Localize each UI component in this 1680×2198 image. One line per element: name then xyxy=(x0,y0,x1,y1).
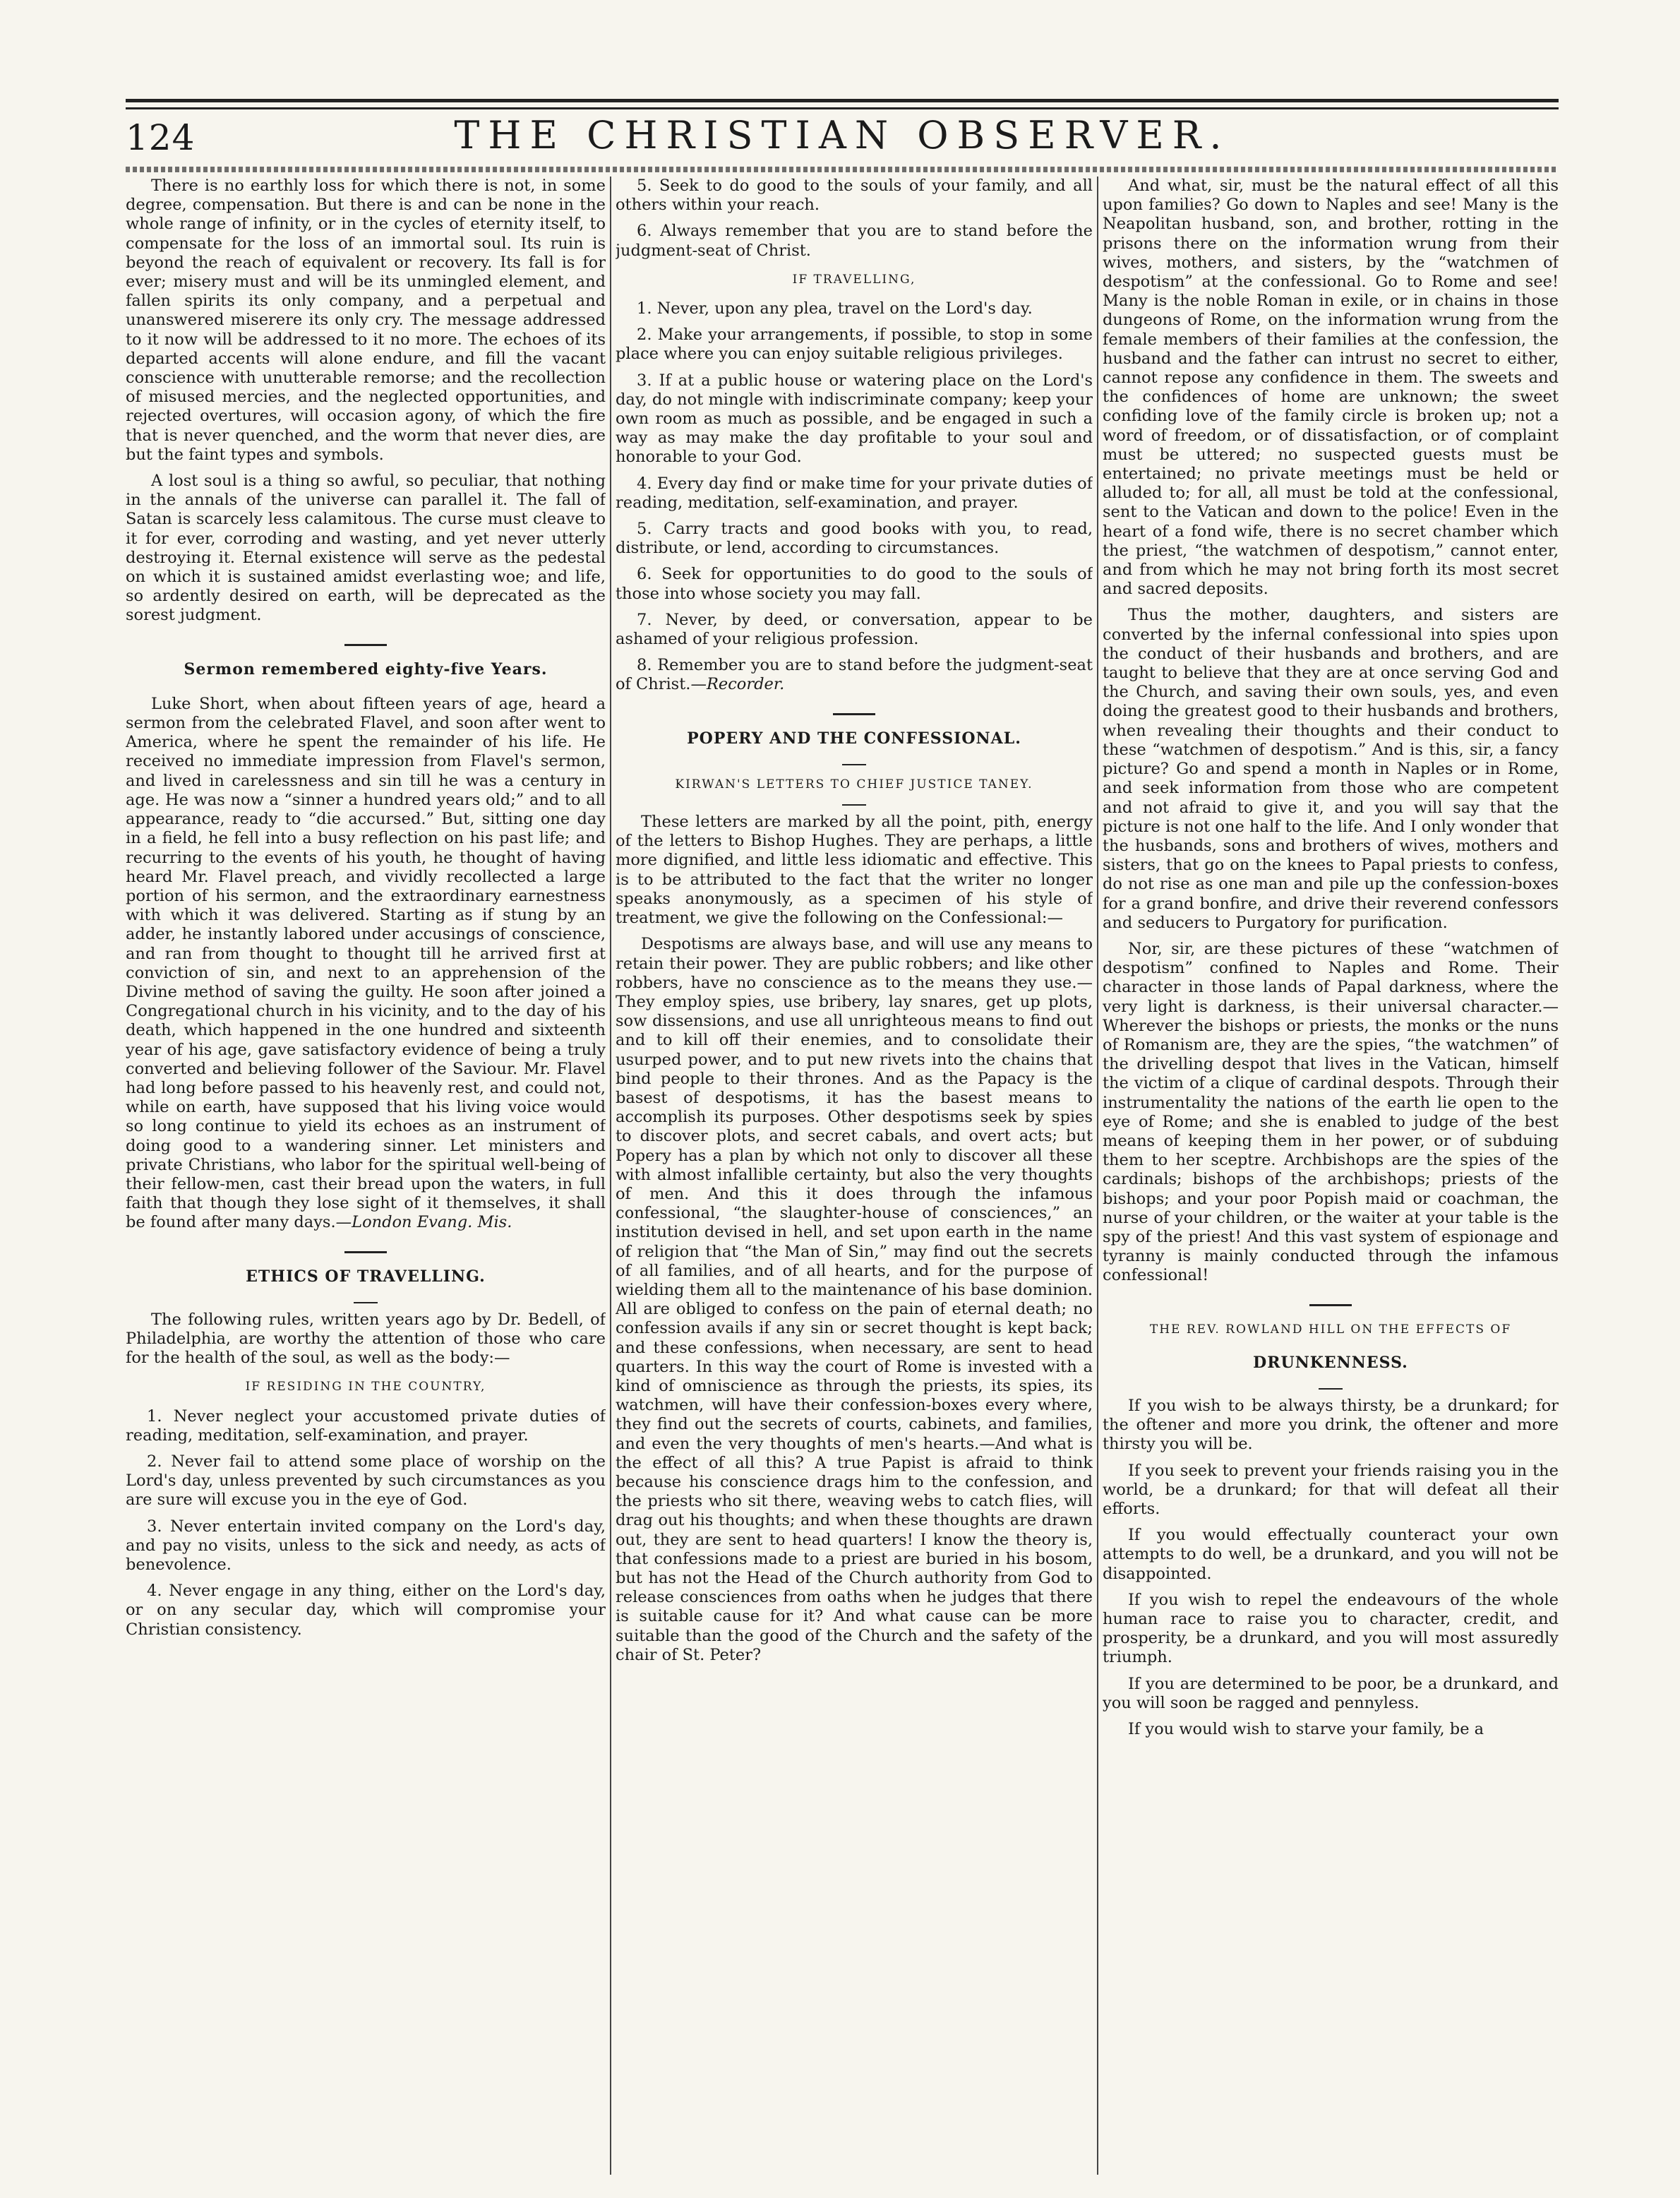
list-item: 6. Always remember that you are to stand before the judgment-seat of Christ. xyxy=(616,222,1093,260)
column-divider xyxy=(1097,177,1098,2175)
article-paragraph: The following rules, written years ago by Dr. Bedell, of Philadelphia, are worthy the attention of those who care for the health of the soul, as well as the body:— xyxy=(126,1310,606,1368)
journal-title: THE CHRISTIAN OBSERVER. xyxy=(454,113,1230,157)
list-item: 6. Seek for opportunities to do good to the souls of those into whose society you may fall. xyxy=(616,565,1093,603)
list-item xyxy=(616,656,1093,694)
heading-rule xyxy=(1319,1388,1343,1390)
masthead-rule-thick xyxy=(126,99,1559,102)
drunkenness-heading: DRUNKENNESS. xyxy=(1253,1353,1408,1372)
list-item: 5. Seek to do good to the souls of your family, and all others within your reach. xyxy=(616,177,1093,215)
column-2 xyxy=(616,177,1093,2178)
rules-list xyxy=(616,299,1093,695)
article-paragraph: If you wish to repel the endeavours of the whole human race to raise you to character, credit, and prosperity, be a drunkard, and you will most assuredly triumph. xyxy=(1103,1590,1559,1667)
list-item: 1. Never, upon any plea, travel on the Lord's day. xyxy=(637,299,1033,318)
ethics-heading: ETHICS OF TRAVELLING. xyxy=(246,1267,486,1286)
residing-subheading: IF RESIDING IN THE COUNTRY, xyxy=(245,1380,486,1394)
travelling-subheading: IF TRAVELLING, xyxy=(792,272,916,287)
article-paragraph xyxy=(126,695,606,1233)
section-rule xyxy=(833,713,875,715)
rules-list xyxy=(126,1407,606,1639)
masthead xyxy=(126,113,1559,164)
list-item: 2. Make your arrangements, if possible, to stop in some place where you can enjoy suitable religious privileges. xyxy=(616,325,1093,364)
section-rule xyxy=(344,1251,387,1253)
source-credit: —London Evang. Mis. xyxy=(335,1213,512,1232)
list-item: 7. Never, by deed, or conversation, appear to be ashamed of your religious profession. xyxy=(616,610,1093,649)
sermon-heading: Sermon remembered eighty-five Years. xyxy=(184,659,548,679)
list-item: 2. Never fail to attend some place of worship on the Lord's day, unless prevented by such circumstances as you are sure will excuse you in the eye of God. xyxy=(126,1452,606,1510)
list-item: 4. Every day find or make time for your private duties of reading, meditation, self-examination, and prayer. xyxy=(616,474,1093,512)
section-rule xyxy=(1309,1304,1352,1306)
article-paragraph: If you would wish to starve your family, be a xyxy=(1128,1720,1484,1739)
popery-heading: POPERY AND THE CONFESSIONAL. xyxy=(687,729,1021,748)
column-1 xyxy=(126,177,606,2178)
article-paragraph: If you are determined to be poor, be a drunkard, and you will soon be ragged and pennyless. xyxy=(1103,1674,1559,1712)
article-paragraph: If you would effectually counteract your own attempts to do well, be a drunkard, and you will not be disappointed. xyxy=(1103,1526,1559,1583)
list-item-text: 8. Remember you are to stand before the judgment-seat of Christ. xyxy=(616,656,1093,694)
masthead-ornamental-rule xyxy=(126,167,1559,172)
list-item: 4. Never engage in any thing, either on the Lord's day, or on any secular day, which will compromise your Christian consistency. xyxy=(126,1582,606,1639)
rules-list xyxy=(616,177,1093,261)
heading-rule xyxy=(842,764,866,765)
article-paragraph: And what, sir, must be the natural effect of all this upon families? Go down to Naples and see! Many is the Neapolitan husband, son, and brother, rotting in the prisons there on the information wrung from their wives, mothers, and sisters, by the “watchmen of despotism” at the confessional. Go to Rome and see! Many is the noble Roman in exile, or in chains in those dungeons of Rome, on the information wrung from the female members of their families at the confession, the husband and the father can intrust no secret to either, cannot repose any confidence in them. The sweets and the confidences of home are unknown; the sweet confiding love of the family circle is broken up; not a word of freedom, or of dissatisfaction, or of complaint must be uttered; no suspected guests must be entertained; no private meetings must be held or alluded to; for all, all must be told at the confessional, sent to the Vatican and down to the police! Even in the heart of a fond wife, there is no secret chamber which the priest, “the watchmen of despotism,” cannot enter, and from which he may not bring forth its most secret and sacred deposits. xyxy=(1103,177,1559,599)
list-item: 5. Carry tracts and good books with you, to read, distribute, or lend, according to circumstances. xyxy=(616,520,1093,558)
paragraph-text: Luke Short, when about fifteen years of age, heard a sermon from the celebrated Flavel, and soon after went to America, where he spent the remainder of his life. He received no immediate impression from Flavel's sermon, and lived in carelessness and sin till he was a century in age. He was now a “sinner a hundred years old;” and to all appearance, ready to “die accursed.” But, sitting one day in a field, he fell into a busy reflection on his past life; and recurring to the events of his youth, he thought of having heard Mr. Flavel preach, and vividly recollected a large portion of his sermon, and the extraordinary earnestness with which it was delivered. Starting as if stung by an adder, he instantly labored under accusings of conscience, and ran from thought to thought till he arrived first at conviction of sin, and next to an apprehension of the Divine method of saving the guilty. He soon after joined a Congregational church in his vicinity, and to the day of his death, which happened in the one hundred and sixteenth year of his age, gave satisfactory evidence of being a truly converted and believing follower of the Saviour. Mr. Flavel had long before passed to his heavenly rest, and could not, while on earth, have supposed that his living voice would so long continue to yield its echoes as an instrument of doing good to a wandering sinner. Let ministers and private Christians, who labor for the spiritual well-being of their fellow-men, cast their bread upon the waters, in full faith that though they lose sight of it themselves, it shall be found after many days. xyxy=(126,694,606,1232)
rowland-hill-subheading: THE REV. ROWLAND HILL ON THE EFFECTS OF xyxy=(1149,1322,1512,1337)
column-divider xyxy=(610,177,611,2175)
article-paragraph: Thus the mother, daughters, and sisters are converted by the infernal confessional into spies upon the conduct of their husbands and brothers, and are taught to believe that they are at once serving God and the Church, and saving their own souls, yes, and even doing the greatest good to their husbands and brothers, when revealing their thoughts and their conduct to these “watchmen of despotism.” And is this, sir, a fancy picture? Go and spend a month in Naples or in Rome, and seek information from those who are competent and not afraid to give it, and you will say that the picture is not one half to the life. And I only wonder that the husbands, sons and brothers of wives, mothers and sisters, that go on the knees to Papal priests to confess, do not rise as one man and pile up the confession-boxes for a grand bonfire, and drive their reverend confessors and seducers to Purgatory for purification. xyxy=(1103,606,1559,932)
source-credit: —Recorder. xyxy=(690,675,785,694)
masthead-rule-thin xyxy=(126,107,1559,109)
heading-rule xyxy=(354,1302,378,1303)
section-rule xyxy=(344,644,387,646)
kirwan-subheading: KIRWAN'S LETTERS TO CHIEF JUSTICE TANEY. xyxy=(675,777,1033,792)
list-item: 3. Never entertain invited company on the Lord's day, and pay no visits, unless to the sick and needy, as acts of benevolence. xyxy=(126,1517,606,1574)
column-3 xyxy=(1103,177,1559,2178)
page-number: 124 xyxy=(126,117,196,158)
article-paragraph: These letters are marked by all the point, pith, energy of the letters to Bishop Hughes. They are perhaps, a little more dignified, and little less idiomatic and effective. This is to be attributed to the fact that the writer no longer speaks anonymously, as a specimen of his style of treatment, we give the following on the Confessional:— xyxy=(616,813,1093,928)
article-paragraph: A lost soul is a thing so awful, so peculiar, that nothing in the annals of the universe can parallel it. The fall of Satan is scarcely less calamitous. The curse must cleave to it for ever, corroding and wasting, and yet never utterly destroying it. Eternal existence will serve as the pedestal on which it is sustained amidst everlasting woe; and life, so ardently desired on earth, will be deprecated as the sorest judgment. xyxy=(126,472,606,625)
article-paragraph: Nor, sir, are these pictures of these “watchmen of despotism” confined to Naples and Rome. Their character in those lands of Papal darkness, where the very light is darkness, is their universal character.—Wherever the bishops or priests, the monks or the nuns of Romanism are, they are the spies, “the watchmen” of the drivelling despot that lives in the Vatican, himself the victim of a clique of cardinal despots. Through their instrumentality the nations of the earth lie open to the eye of Rome; and she is enabled to judge of the best means of keeping them in her power, or of subduing them to her sceptre. Archbishops are the spies of the cardinals; bishops of the archbishops; priests of the bishops; and your poor Popish maid or coachman, the nurse of your children, or the waiter at your table is the spy of the priest! And this vast system of espionage and tyranny is mainly conducted through the infamous confessional! xyxy=(1103,939,1559,1285)
heading-rule xyxy=(842,804,866,806)
article-paragraph: There is no earthly loss for which there is not, in some degree, compensation. But there is and can be none in the whole range of infinity, or in the cycles of eternity itself, to compensate for the loss of an immortal soul. Its ruin is beyond the reach of equivalent or recovery. Its fall is for ever; misery must and will be its unmingled element, and fallen spirits its only company, and a perpetual and unanswered miserere its only cry. The message addressed to it now will be addressed to it no more. The echoes of its departed accents will alone endure, and fill the vacant conscience with unutterable remorse; and the recollection of misused mercies, and the neglected opportunities, and rejected overtures, will occasion agony, of which the fire that is never quenched, and the worm that never dies, are but the faint types and symbols. xyxy=(126,177,606,464)
article-paragraph: If you wish to be always thirsty, be a drunkard; for the oftener and more you drink, the oftener and more thirsty you will be. xyxy=(1103,1396,1559,1454)
list-item: 1. Never neglect your accustomed private duties of reading, meditation, self-examination, and prayer. xyxy=(126,1406,606,1445)
list-item: 3. If at a public house or watering place on the Lord's day, do not mingle with indiscriminate company; keep your own room as much as possible, and be engaged in such a way as may make the day profitable to your soul and honorable to your God. xyxy=(616,371,1093,467)
article-paragraph: Despotisms are always base, and will use any means to retain their power. They are public robbers; and like other robbers, have no conscience as to the means they use.—They employ spies, use bribery, lay snares, get up plots, sow dissensions, and use all unrighteous means to find out and to kill off their enemies, and to consolidate their usurped power, and to put new rivets into the chains that bind people to their thrones. And as the Papacy is the basest of despotisms, it has the basest means to accomplish its purposes. Other despotisms seek by spies to discover plots, and secret cabals, and overt acts; but Popery has a plan by which not only to discover all these with almost infallible certainty, but also the very thoughts of men. And this it does through the infamous confessional, “the slaughter-house of consciences,” an institution devised in hell, and set upon earth in the name of religion that “the Man of Sin,” may find out the secrets of all families, and of all hearts, and for the purpose of wielding them all to the maintenance of his base dominion. All are obliged to confess on the pain of eternal death; no confession avails if any sin or secret thought is kept back; and these confessions, when necessary, are sent to head quarters. In this way the court of Rome is invested with a kind of omniscience as through the priests, its spies, its watchmen, will have their confession-boxes every where, they find out the secrets of courts, cabinets, and families, and even the very thoughts of men's hearts.—And what is the effect of all this? A true Papist is afraid to think because his conscience drags him to the confession, and the priests who sit there, weaving webs to catch flies, will drag out his thoughts; and when these thoughts are drawn out, they are sent to head quarters! I know the theory is, that confessions made to a priest are buried in his bosom, but has not the Head of the Church authority from God to release consciences from oaths when he judges that there is suitable cause for it? And what cause can be more suitable than the good of the Church and the safety of the chair of St. Peter? xyxy=(616,935,1093,1664)
article-paragraph: If you seek to prevent your friends raising you in the world, be a drunkard; for that will defeat all their efforts. xyxy=(1103,1461,1559,1518)
